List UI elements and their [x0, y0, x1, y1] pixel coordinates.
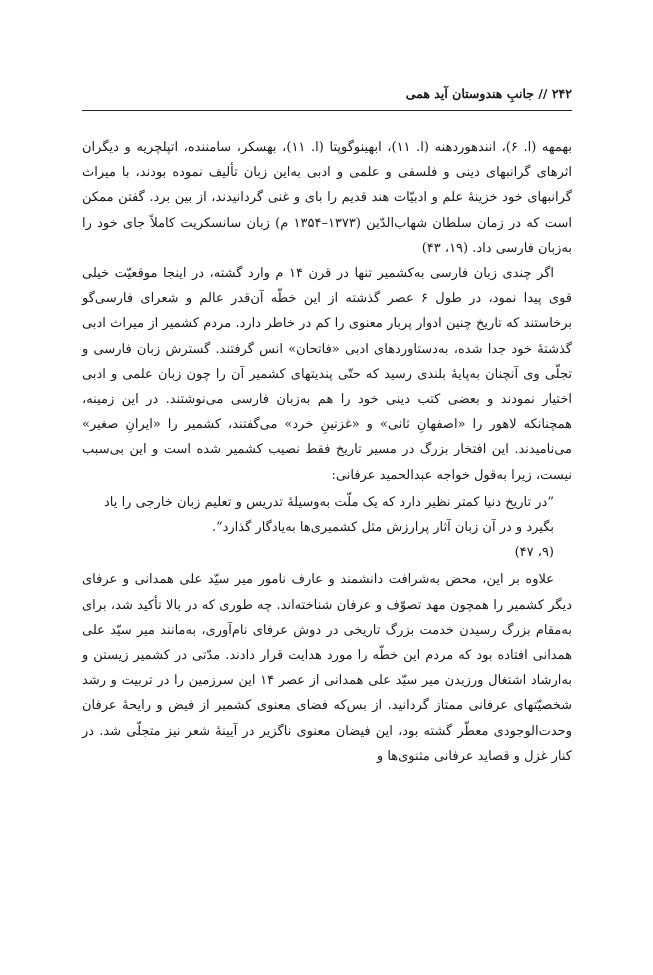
paragraph-continued: بهمهه (ا. ۶)، انندهوردهنه (ا. ۱۱)، ابهینوگوپتا (ا. ۱۱)، بهسکر، سامننده، اتپلچریه و دیگران اثرهای گرانبهای دینی و فلسفی و علمی و ادبی به‌این زبان تألیف نموده بودند، با میراث گرانبهای خود خزینهٔ علم و ادبیّات هند قدیم را بای و غنی گردانیدند، از بین برد. گفتن ممکن است که در زمان سلطان شهاب‌الدّین (۱۳۷۳–۱۳۵۴ م) زبان سانسکریت کاملاً جای خود را به‌زبان فارسی داد. (۱۹، ۴۳)	[82, 140, 573, 256]
quote-text: ”در تاریخ دنیا کمتر نظیر دارد که یک ملّت به‌وسیلهٔ تدریس و تعلیم زبان خارجی را یاد بگیرد و در آن زبان آثار پرارزش مثل کشمیری‌ها به‌یادگار گذارد“.	[104, 494, 554, 536]
header-divider	[82, 110, 572, 111]
quote-citation: (۹، ۴۷)	[514, 545, 554, 561]
page-body	[82, 135, 572, 769]
block-quote	[104, 490, 554, 566]
paragraph-sufism: علاوه بر این، محض به‌شرافت دانشمند و عارف نامور میر سیّد علی همدانی و عرفای دیگر کشمیر را همچون مهد تصوّف و عرفان شناخته‌اند. چه طوری که در بالا تأکید شد، برای به‌مقام بزرگ رسیدن خدمت بزرگ تاریخی در دوش عرفای نام‌آوری، به‌مانند میر سیّد علی همدانی افتاده بود که مردم این خطّه را مورد هدایت قرار دادند. مدّتی در کشمیر زیستن و به‌ارشاد اشتغال ورزیدن میر سیّد علی همدانی از عصر ۱۴ این سرزمین را در تربیت و رشد شخصیّتهای عرفانی ممتاز گردانید. از بس‌که فضای معنوی کشمیر از فیض و رایحهٔ عرفان وحدت‌الوجودی معطّر گشته بود، این فیضان معنوی ناگزیر در آیینهٔ شعر نیز متجلّی شد. در کنار غزل و قصاید عرفانی مثنوی‌ها و	[82, 572, 572, 764]
running-header: ۲۴۲ // جانبِ هندوستان آید همی	[405, 86, 572, 101]
paragraph-persian-in-kashmir: اگر چندی زبان فارسی به‌کشمیر تنها در قرن ۱۴ م وارد گشته، در اینجا موقعیّت خیلی قوی پیدا نمود، در طول ۶ عصر گذشته از این خطّه آن‌قدر عالم و شعرای فارسی‌گو برخاستند که تاریخ چنین ادوار پربار معنوی را کم در خاطر دارد. مردم کشمیر از میراث ادبی گذشتهٔ خود جدا شده، به‌دستاوردهای ادبی «فاتحان» انس گرفتند. گسترش زبان فارسی و تجلّی وی آنچنان به‌پایهٔ بلندی رسید که حتّی پندیتهای کشمیر آن را چون زبان علمی و ادبی اختیار نمودند و بعضی کتب دینی خود را هم به‌زبان فارسی می‌نوشتند. در این زمینه، همچنانکه لاهور را «اصفهانِ ثانی» و «غزنینِ خرد» می‌گفتند، کشمیر را «ایرانِ صغیر» می‌نامیدند. این افتخار بزرگ در مسیر تاریخ فقط نصیب کشمیر شده است و این بی‌سبب نیست، زیرا به‌قول خواجه عبدالحمید عرفانی:	[82, 266, 573, 483]
